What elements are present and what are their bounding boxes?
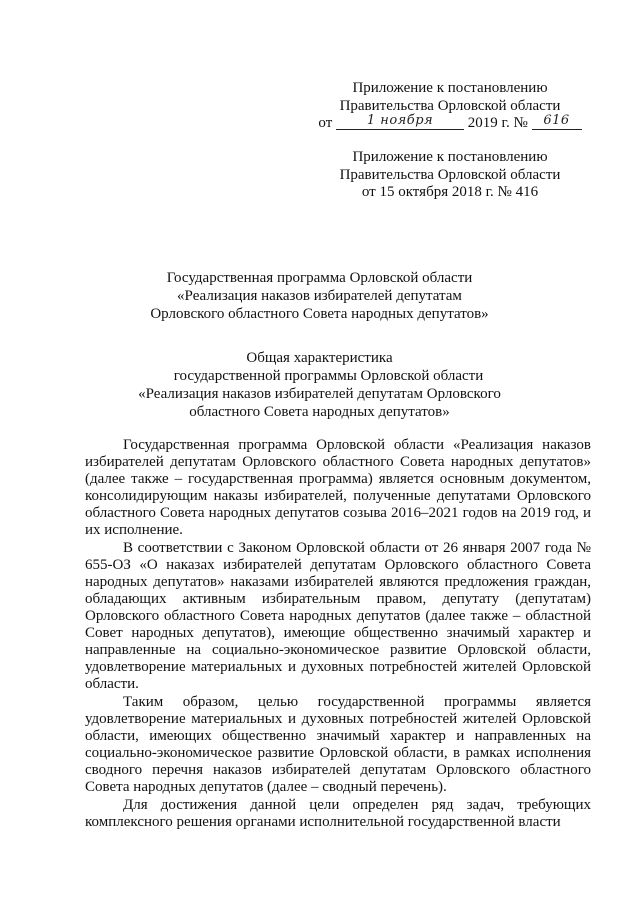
- appendix-date-line: [300, 115, 600, 133]
- section-title-line-4: областного Совета народных депутатов»: [189, 404, 450, 420]
- program-title-line-3: Орловского областного Совета народных депутатов»: [150, 306, 489, 322]
- appendix-prev-line-1: Приложение к постановлению: [352, 149, 548, 165]
- program-title-line-1: Государственная программа Орловской области: [166, 270, 473, 286]
- program-title-line-2: «Реализация наказов избирателей депутатам: [177, 288, 462, 304]
- paragraph: В соответствии с Законом Орловской области от 26 января 2007 года № 655-ОЗ «О наказах избирателей депутатам Орловского областного Совета народных депутатов» наказами избирателей являются предложения граждан, обладающих активным избирательным правом, депутату (депутатам) Орловского областного Совета народных депутатов (далее также – областной Совет народных депутатов), имеющие общественно значимый характер и направленные на социально-экономическое развитие Орловской области, удовлетворение материальных и духовных потребностей жителей Орловской области.: [85, 540, 591, 692]
- paragraph: Государственная программа Орловской области «Реализация наказов избирателей депутатам Орловского областного Совета народных депутатов» (далее также – государственная программа) является основным документом, консолидирующим наказы избирателей, полученные депутатами Орловского областного Совета народных депутатов созыва 2016–2021 годов на 2019 год, и их исполнение.: [85, 437, 591, 538]
- appendix-header-previous: [300, 149, 600, 202]
- handwritten-date: 1 ноября: [366, 113, 434, 128]
- paragraph: Для достижения данной цели определен ряд задач, требующих комплексного решения органами исполнительной государственной власти: [85, 797, 591, 830]
- date-prefix: от: [318, 115, 333, 131]
- handwritten-number-field: [532, 115, 582, 130]
- body-text: [85, 437, 591, 831]
- section-title: [0, 349, 639, 421]
- program-title: [0, 269, 639, 323]
- section-title-line-1: Общая характеристика: [246, 350, 393, 366]
- appendix-line-2: Правительства Орловской области: [339, 97, 561, 114]
- section-title-line-2: государственной программы Орловской области: [173, 368, 484, 384]
- paragraph: Таким образом, целью государственной программы является удовлетворение материальных и духовных потребностей жителей Орловской области, имеющих общественно значимый характер и направленных на социально-экономическое развитие Орловской области, в рамках исполнения сводного перечня наказов избирателей депутатам Орловского областного Совета народных депутатов (далее – сводный перечень).: [85, 694, 591, 795]
- handwritten-number: 616: [543, 113, 570, 128]
- appendix-line-1: Приложение к постановлению: [352, 80, 548, 96]
- appendix-header-current: [300, 80, 600, 133]
- appendix-prev-line-2: Правительства Орловской области: [339, 166, 561, 183]
- appendix-prev-line-3: от 15 октября 2018 г. № 416: [361, 184, 539, 200]
- section-title-line-3: «Реализация наказов избирателей депутатам Орловского: [138, 386, 501, 402]
- decree-year: 2019 г. №: [467, 115, 528, 131]
- handwritten-date-field: [336, 115, 464, 130]
